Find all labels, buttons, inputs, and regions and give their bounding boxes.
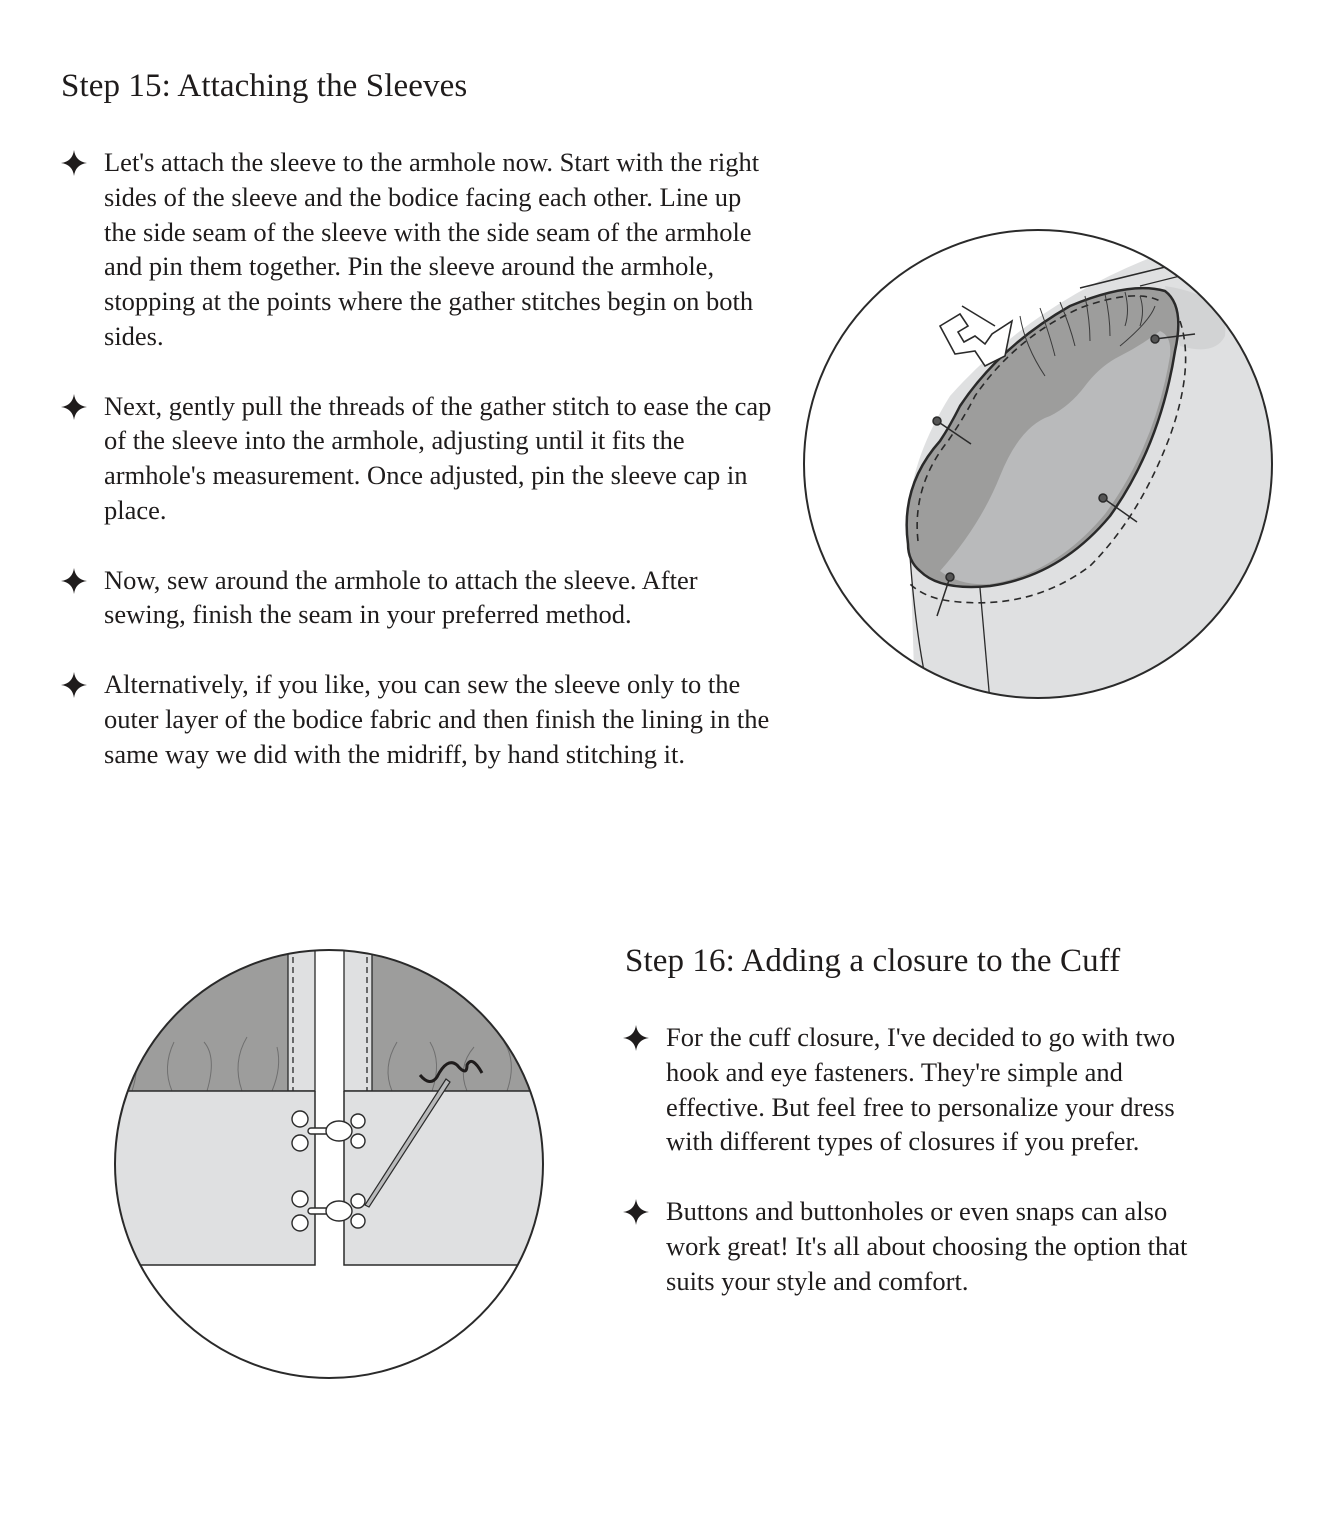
- list-item: [60, 667, 780, 771]
- step-15-bullet-list: [60, 145, 780, 771]
- four-point-star-icon: [60, 393, 88, 421]
- step-16-bullet-list: [622, 1020, 1222, 1298]
- bullet-text: Alternatively, if you like, you can sew the sleeve only to the outer layer of the bodice fabric and then finish the lining in the same way we did with the midriff, by hand stitching it.: [104, 668, 770, 769]
- list-item: [60, 145, 780, 354]
- step-16-title: Step 16: Adding a closure to the Cuff: [625, 943, 1121, 979]
- four-point-star-icon: [60, 149, 88, 177]
- list-item: [622, 1194, 1222, 1298]
- sleeve-armhole-illustration: [800, 226, 1276, 702]
- cuff-hook-and-eye-illustration: [112, 947, 546, 1381]
- four-point-star-icon: [60, 567, 88, 595]
- bullet-text: Now, sew around the armhole to attach the sleeve. After sewing, finish the seam in your preferred method.: [104, 564, 698, 630]
- bullet-text: Next, gently pull the threads of the gather stitch to ease the cap of the sleeve into the armhole, adjusting until it fits the armhole's measurement. Once adjusted, pin the sleeve cap in place.: [104, 390, 772, 525]
- list-item: [60, 563, 780, 633]
- four-point-star-icon: [60, 671, 88, 699]
- bullet-text: Let's attach the sleeve to the armhole now. Start with the right sides of the sleeve and the bodice facing each other. Line up the side seam of the sleeve with the side seam of the armhole and pin them together. Pin the sleeve around the armhole, stopping at the points where the gather stitches begin on both sides.: [104, 147, 760, 351]
- list-item: [622, 1020, 1222, 1159]
- step-15-title: Step 15: Attaching the Sleeves: [61, 68, 468, 104]
- four-point-star-icon: [622, 1198, 650, 1226]
- list-item: [60, 389, 780, 528]
- bullet-text: For the cuff closure, I've decided to go with two hook and eye fasteners. They're simple and effective. But feel free to personalize your dress with different types of closures if you prefer.: [666, 1022, 1176, 1157]
- bullet-text: Buttons and buttonholes or even snaps can also work great! It's all about choosing the option that suits your style and comfort.: [666, 1195, 1188, 1296]
- four-point-star-icon: [622, 1024, 650, 1052]
